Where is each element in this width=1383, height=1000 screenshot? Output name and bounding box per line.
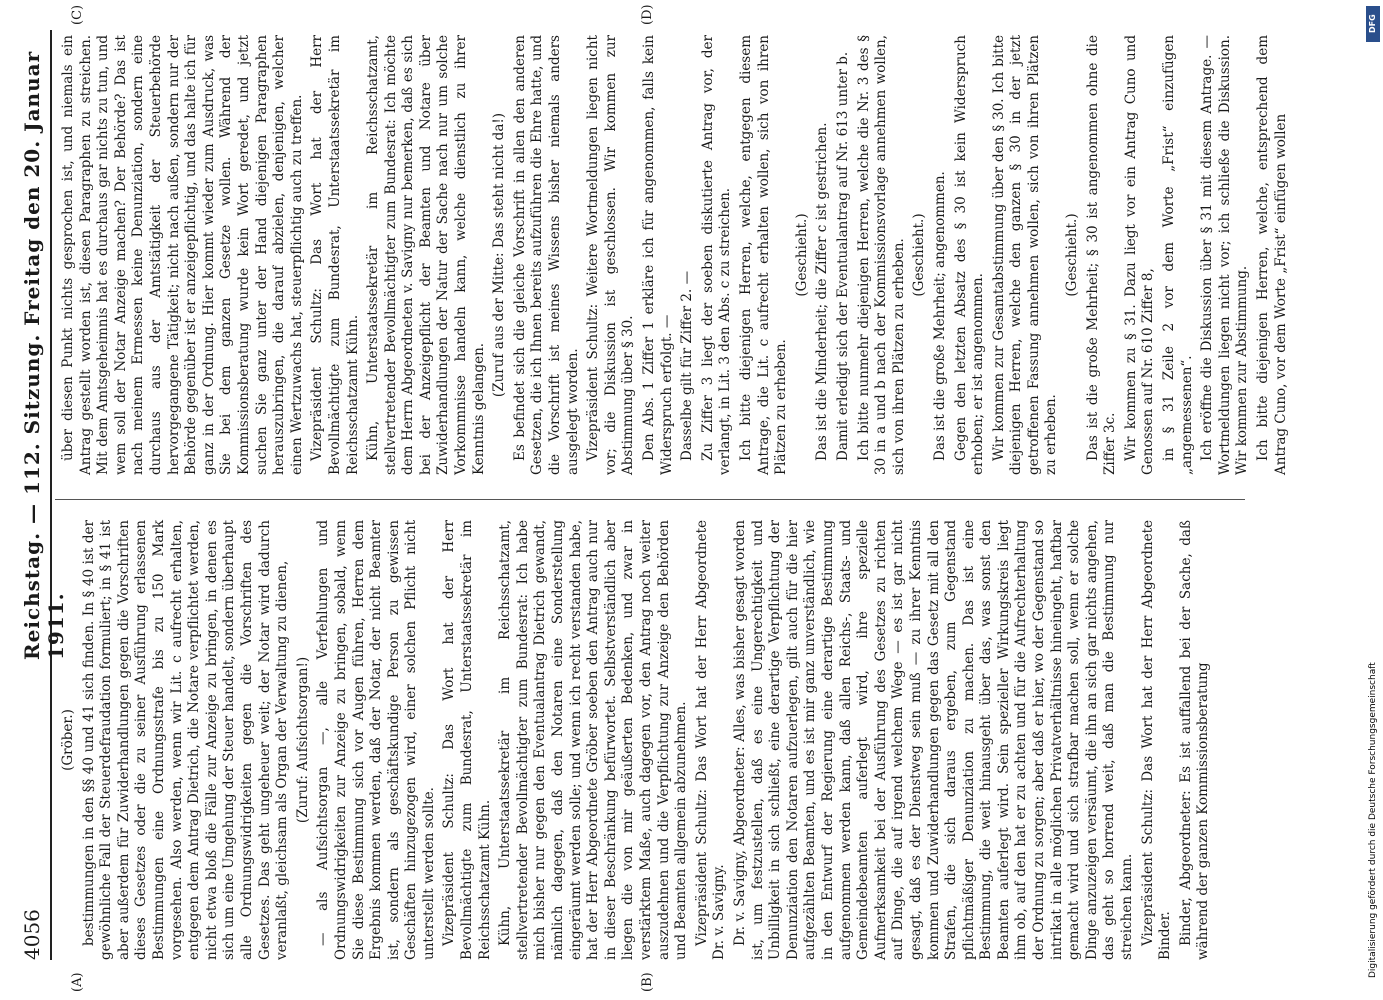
paragraph: Gegen den letzten Absatz des § 30 ist kein Widerspruch erhoben; er ist angenommen.: [952, 35, 987, 475]
paragraph: (Geschieht.): [911, 213, 928, 297]
paragraph: Dasselbe gilt für Ziffer 2. —: [679, 270, 696, 461]
paragraph: bestimmungen in den §§ 40 und 41 sich finden. In § 40 ist der gewöhnliche Fall der Steuerdefraudation formuliert; in § 41 ist aber außerdem für Zuwiderhandlungen gegen die Vorschriften dieses Gesetzes oder die zu seiner Ausführung erlassenen Bestimmungen eine Ordnungsstrafe bis zu 150 Mark vorgesehen. Also werden, wenn wir Lit. c aufrecht erhalten, entgegen dem Antrag Dietrich, die Notare verpflichtet werden, nicht etwa bloß die Fälle zur Anzeige zu bringen, in denen es sich um eine Umgehung der Steuer handelt, sondern überhaupt alle Ordnungswidrigkeiten gegen die Vorschriften des Gesetzes. Das geht ungeheuer weit; der Notar wird dadurch veranlaßt, gleichsam als Organ der Verwaltung zu dienen,: [80, 520, 291, 960]
paragraph: Vizepräsident Schultz: Weitere Wortmeldungen liegen nicht vor; die Diskussion ist geschlossen. Wir kommen zur Abstimmung über § 30.: [585, 35, 637, 475]
paragraph: Binder, Abgeordneter: Es ist auffallend bei der Sache, daß während der ganzen Kommissionsberatung: [1177, 520, 1212, 960]
margin-mark-c: (C): [70, 4, 85, 25]
paragraph: (Zuruf aus der Mitte: Das steht nicht da!): [491, 112, 508, 398]
paragraph: Den Abs. 1 Ziffer 1 erkläre ich für angenommen, falls kein Widerspruch erfolgt. —: [641, 35, 675, 475]
dfg-logo: DFG: [1366, 6, 1380, 42]
paragraph: Vizepräsident Schultz: Das Wort hat der Herr Bevollmächtigte zum Bundesrat, Unterstaatssekretär im Reichsschatzamt Kühn.: [309, 35, 361, 475]
paragraph: (Geschieht.): [793, 213, 810, 297]
paragraph: Damit erledigt sich der Eventualantrag auf Nr. 613 unter b.: [834, 51, 851, 461]
paragraph: Kühn, Unterstaatssekretär im Reichsschatzamt, stellvertretender Bevollmächtigter zum Bundesrat: Ich möchte dem Herrn Abgeordneten v. Savigny nur bemerken, daß es sich bei der Anzeigepflicht der Beamten und Notare über Zuwiderhandlungen der Natur der Sache nach nur um solche Vorkommnisse handeln kann, welche dienstlich zu ihrer Kenntnis gelangen.: [365, 35, 487, 475]
paragraph: Es befindet sich die gleiche Vorschrift in allen den anderen Gesetzen, die ich Ihnen bereits aufzuführen die Ehre hatte, und die Vorschrift ist meines Wissens bisher niemals anders ausgelegt worden.: [511, 35, 581, 475]
paragraph: (Gröber.): [60, 709, 76, 771]
page-number: 4056: [20, 909, 44, 960]
paragraph: Dr. v. Savigny, Abgeordneter: Alles, was bisher gesagt worden ist, um festzustellen, daß es eine Ungerechtigkeit und Unbilligkeit in sich schließt, eine derartige Verpflichtung der Denunziation den Notaren aufzuerlegen, gilt auch für die hier aufgezählten Beamten, und es ist mir ganz unverständlich, wie in den Entwurf der Regierung eine derartige Bestimmung aufgenommen werden kann, daß allen Reichs-, Staats- und Gemeindebeamten auferlegt wird, ihre spezielle Aufmerksamkeit bei der Ausführung des Gesetzes zu richten auf Dinge, die auf irgend welchem Wege — es ist gar nicht gesagt, daß es der Dienstweg sein muß — zu ihrer Kenntnis kommen und Zuwiderhandlungen gegen das Gesetz mit all den Strafen, die sich daraus ergeben, zum Gegenstand pflichtmäßiger Denunziation zu machen. Das ist eine Bestimmung, die weit hinausgeht über das, was sonst den Beamten auferlegt wird. Sein spezieller Wirkungskreis liegt ihm ob, auf den hat er zu achten und für die Aufrechterhaltung der Ordnung zu sorgen; aber daß er hier, wo der Gegenstand so intrikat in alle möglichen Privatverhältnisse hineingeht, haftbar gemacht wird und sich strafbar machen soll, wenn er solche Dinge anzuzeigen versäumt, die ihn an sich gar nichts angehen, das geht so horrend weit, daß man die Bestimmung nur streichen kann.: [731, 520, 1136, 960]
paragraph: Ich bitte diejenigen Herren, welche, entgegen diesem Antrage, die Lit. c aufrecht erhalten wollen, sich von ihren Plätzen zu erheben.: [737, 35, 790, 475]
margin-mark-d: (D): [640, 4, 655, 25]
paragraph: (Zuruf: Aufsichtsorgan!): [294, 656, 311, 824]
paragraph: Vizepräsident Schultz: Das Wort hat der Herr Bevollmächtigte zum Bundesrat, Unterstaatssekretär im Reichsschatzamt Kühn.: [441, 520, 493, 960]
paragraph: Wir kommen zu § 31. Dazu liegt vor ein Antrag Cuno und Genossen auf Nr. 610 Ziffer 8,: [1122, 35, 1157, 475]
paragraph: — als Aufsichtsorgan —, alle Verfehlungen und Ordnungswidrigkeiten zur Anzeige zu bringen, sobald, wenn Sie diese Bestimmung sich vor Augen führen, Herren dem Ergebnis kommen werden, daß der Notar, der nicht Beamter ist, sondern als geschäftskundige Person zu gewissen Geschäften hinzugezogen wird, einer solchen Pflicht nicht unterstellt werden sollte.: [315, 520, 437, 960]
paragraph: Ich bitte diejenigen Herren, welche, entsprechend dem Antrag Cuno, vor dem Worte „Frist“ einfügen wollen: [1255, 35, 1289, 475]
paragraph: Zu Ziffer 3 liegt der soeben diskutierte Antrag vor, der verlangt, in Lit. 3 den Abs. c zu streichen.: [699, 35, 734, 475]
paragraph: Ich eröffne die Diskussion über § 31 mit diesem Antrage. — Wortmeldungen liegen nicht vor; ich schließe die Diskussion. Wir kommen zur Abstimmung.: [1199, 35, 1251, 475]
paragraph: Das ist die große Mehrheit; angenommen.: [931, 171, 948, 461]
right-text-column: [60, 35, 1289, 475]
paragraph: Ich bitte nunmehr diejenigen Herren, welche die Nr. 3 des § 30 in a und b nach der Kommissionsvorlage annehmen wollen, sich von ihren Plätzen zu erheben.: [855, 35, 907, 475]
paragraph: Kühn, Unterstaatssekretär im Reichsschatzamt, stellvertretender Bevollmächtigter zum Bundesrat: Ich habe mich bisher nur gegen den Eventualantrag Dietrich gewandt, nämlich dagegen, daß den Notaren eine Sonderstellung eingeräumt werden solle; und wenn ich recht verstanden habe, hat der Herr Abgeordnete Gröber soeben den Antrag auch nur in dieser Beschränkung befürwortet. Selbstverständlich aber liegen die von mir geäußerten Bedenken, und zwar in verstärktem Maße, auch dagegen vor, den Antrag noch weiter auszudehnen und die Verpflichtung zur Anzeige den Behörden und Beamten allgemein abzunehmen.: [497, 520, 690, 960]
paragraph: über diesen Punkt nichts gesprochen ist, und niemals ein Antrag gestellt worden ist, diesen Paragraphen zu streichen. Mit dem Amtsgeheimnis hat es durchaus gar nichts zu tun, und wem soll der Notar Anzeige machen? Der Behörde? Das ist nach meinem Ermessen keine Denunziation, sondern eine durchaus aus der Amtstätigkeit der Steuerbehörde hervorgegangene Tätigkeit; nicht nach außen, sondern nur der Behörde gegenüber ist er anzeigepflichtig, und das halte ich für ganz in der Ordnung. Hier kommt wieder zum Ausdruck, was Sie bei dem ganzen Gesetze wollen. Während der Kommissionsberatung wurde kein Wort geredet, und jetzt suchen Sie ganz unter der Hand diejenigen Paragraphen herauszubringen, die darauf abzielen, denjenigen, welcher einen Wertzuwachs hat, steuerpflichtig auch zu treffen.: [60, 35, 305, 475]
digitization-credit: Digitalisierung gefördert durch die Deutsche Forschungsgemeinschaft: [1368, 662, 1378, 978]
paragraph: Wir kommen zur Gesamtabstimmung über den § 30. Ich bitte diejenigen Herren, welche den ganzen § 30 in der jetzt getroffenen Fassung annehmen wollen, sich von ihren Plätzen zu erheben.: [990, 35, 1060, 475]
paragraph: in § 31 Zeile 2 vor dem Worte „Frist“ einzufügen „angemessenen“.: [1161, 35, 1195, 475]
margin-mark-a: (A): [70, 972, 85, 992]
page-title: Reichstag. — 112. Sitzung. Freitag den 20. Januar 1911.: [20, 50, 68, 660]
paragraph: Vizepräsident Schultz: Das Wort hat der Herr Abgeordnete Dr. v. Savigny.: [693, 520, 728, 960]
paragraph: (Geschieht.): [1064, 213, 1081, 297]
paragraph: Das ist die Minderheit; die Ziffer c ist gestrichen.: [814, 122, 831, 461]
paragraph: Das ist die große Mehrheit; § 30 ist angenommen ohne die Ziffer 3c.: [1084, 35, 1119, 475]
column-divider: [55, 499, 1245, 500]
paragraph: Vizepräsident Schultz: Das Wort hat der Herr Abgeordnete Binder.: [1139, 520, 1174, 960]
margin-mark-b: (B): [640, 972, 655, 992]
left-text-column: [60, 520, 1240, 960]
